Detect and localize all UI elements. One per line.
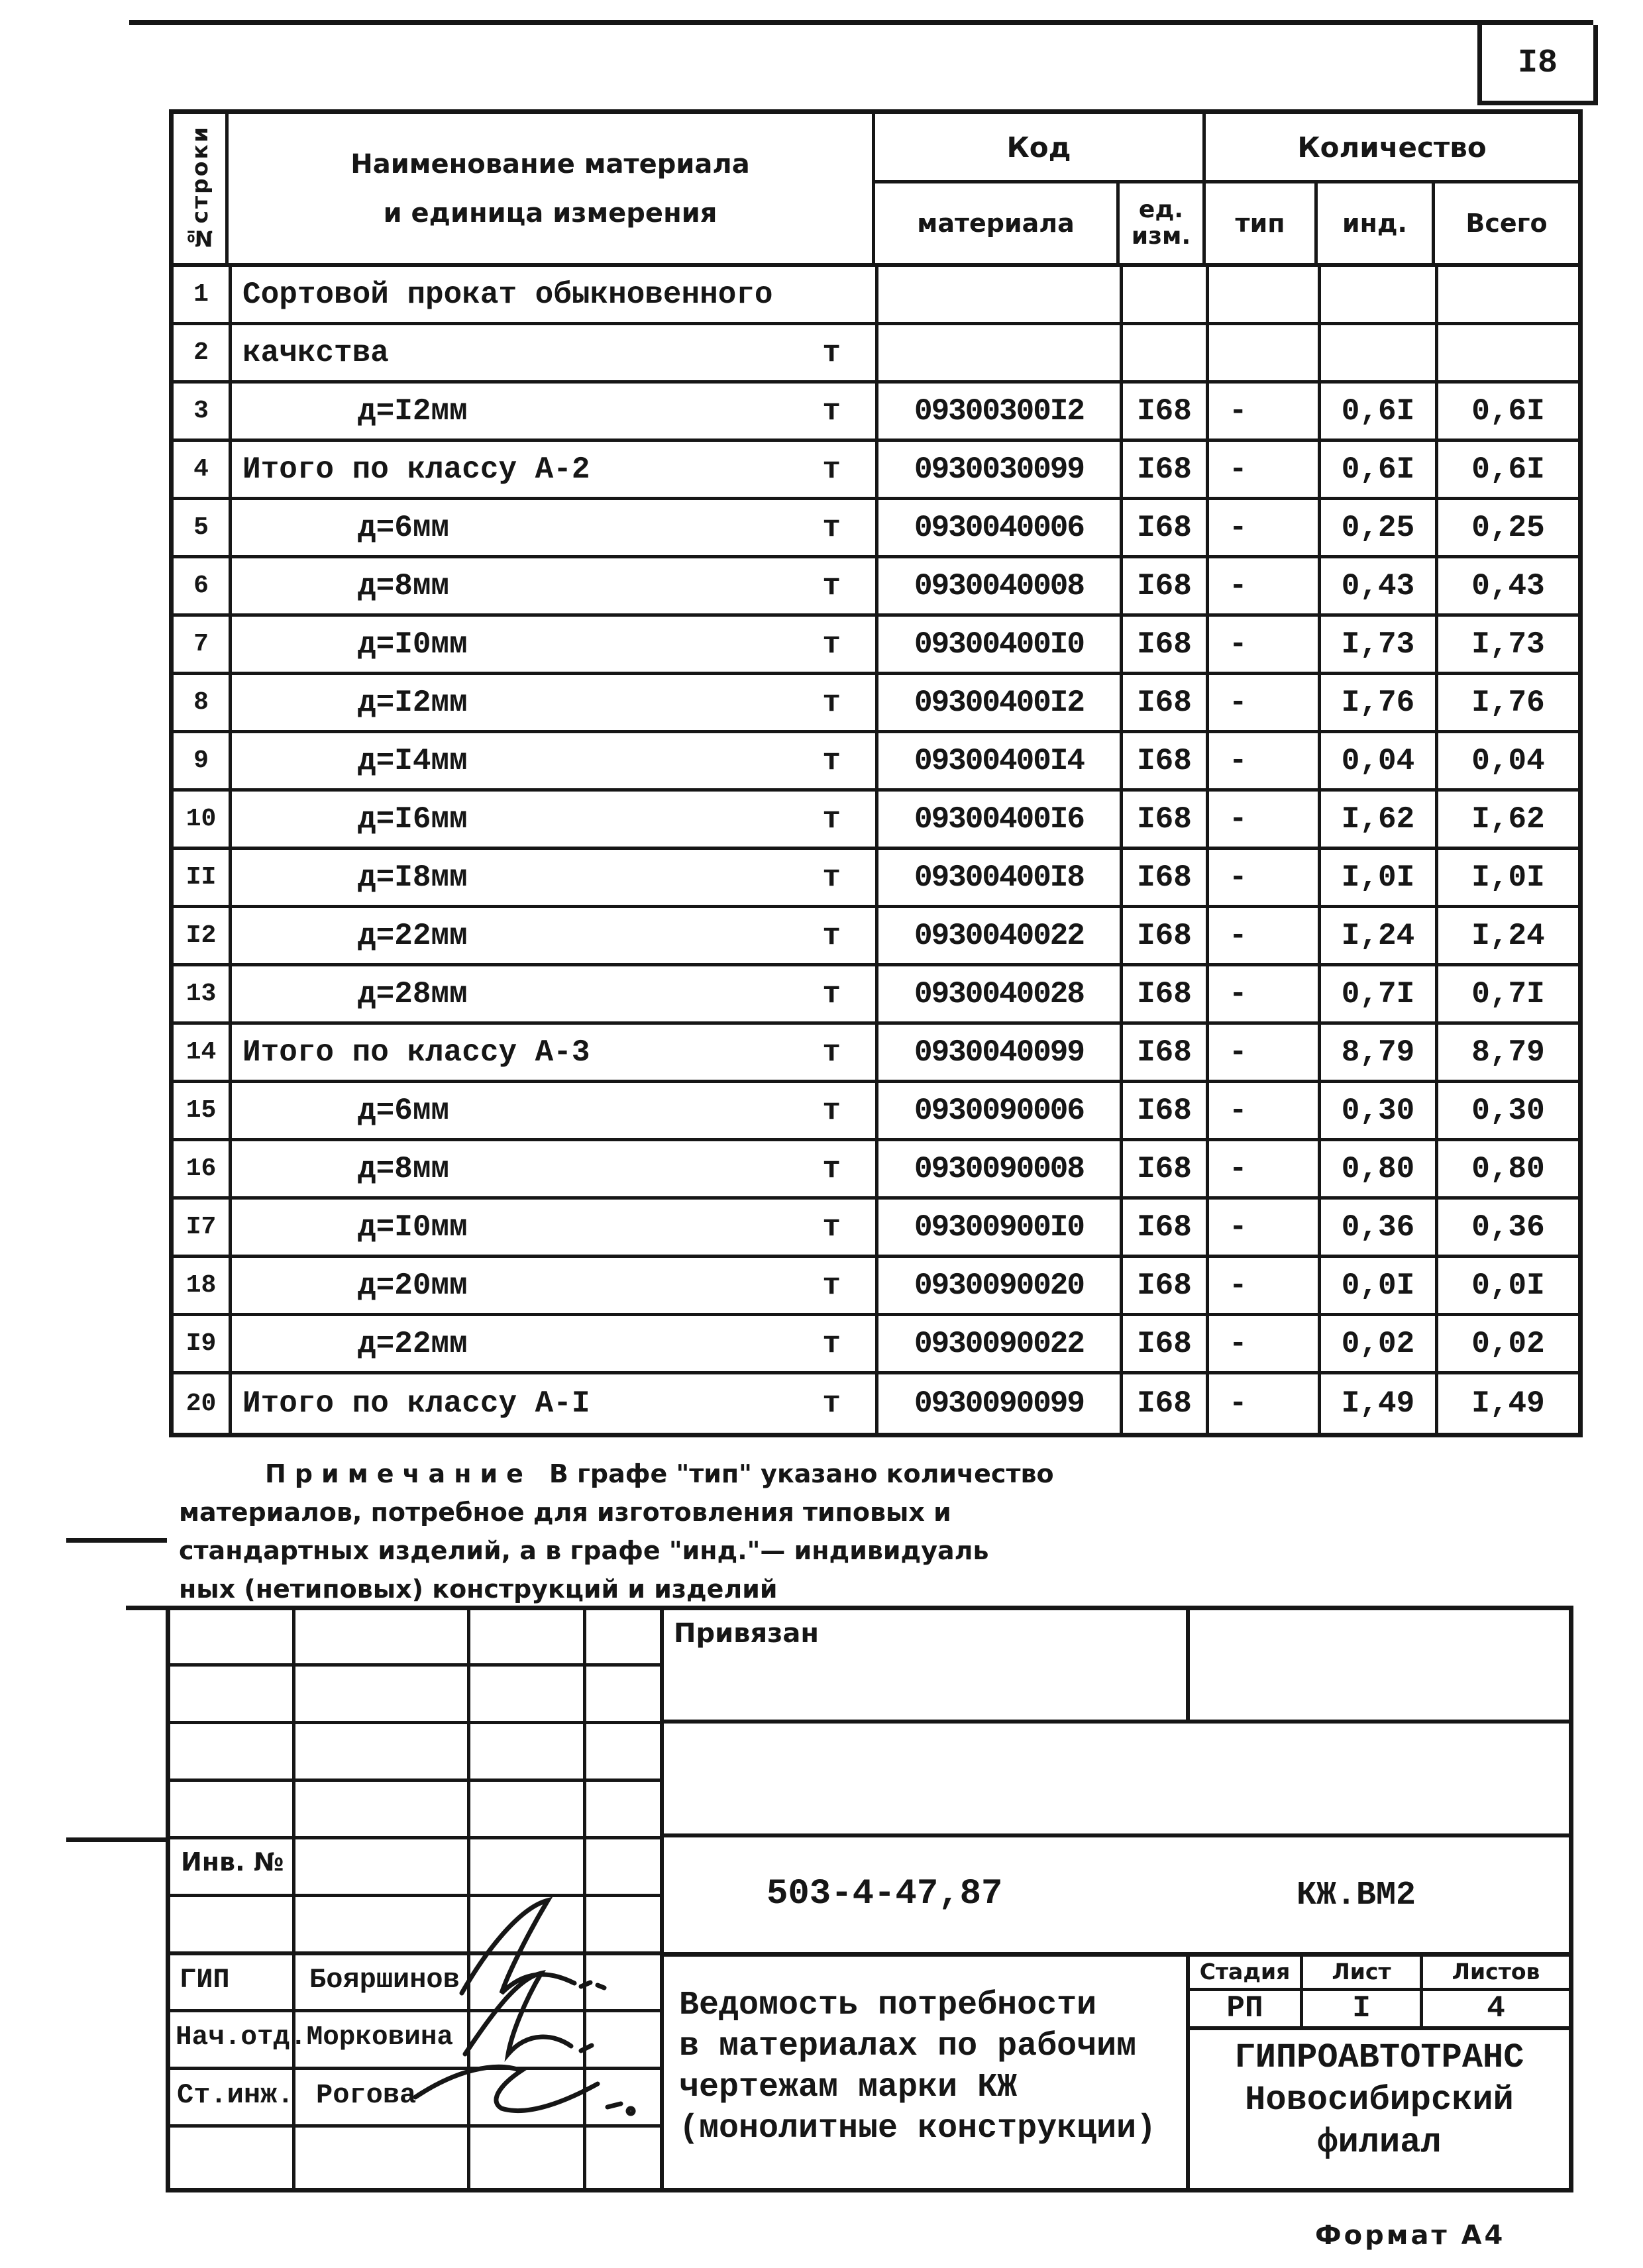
grid-line [1186, 1610, 1190, 1720]
total-quantity [1438, 325, 1578, 380]
table-row [174, 384, 1578, 442]
row-number: 7 [174, 617, 232, 672]
material-name-cell [232, 617, 878, 672]
sheet-header: Лист [1332, 1958, 1391, 1984]
unit-code: I68 [1123, 1025, 1209, 1080]
material-name: д=22мм [358, 918, 468, 953]
individual-quantity: 0,0I [1321, 1258, 1438, 1313]
row-number: II [174, 850, 232, 905]
material-unit: т [822, 393, 841, 429]
type-quantity: - [1209, 1374, 1321, 1433]
unit-code: I68 [1123, 1200, 1209, 1255]
material-unit: т [822, 918, 841, 953]
table-row [174, 1025, 1578, 1083]
row-number: 1 [174, 267, 232, 322]
table-body [174, 267, 1578, 1433]
material-name: Итого по классу А-I [242, 1386, 590, 1421]
unit-code: I68 [1123, 733, 1209, 788]
table-row [174, 966, 1578, 1025]
row-number: 8 [174, 675, 232, 730]
individual-quantity: 0,36 [1321, 1200, 1438, 1255]
total-quantity: 0,02 [1471, 1326, 1545, 1361]
total-quantity: I,24 [1471, 918, 1545, 953]
material-unit: т [822, 1093, 841, 1128]
individual-quantity: 0,43 [1321, 558, 1438, 613]
material-name: д=8мм [358, 1151, 450, 1186]
total-quantity: I,0I [1471, 860, 1545, 895]
table-row [174, 325, 1578, 384]
total-quantity: 0,30 [1471, 1093, 1545, 1128]
code-group-label: Код [875, 114, 1202, 183]
grid-line [170, 1663, 664, 1667]
individual-quantity: I,24 [1321, 908, 1438, 963]
table-row [174, 267, 1578, 325]
material-code [878, 267, 1123, 322]
table-row [174, 558, 1578, 617]
material-name: д=20мм [358, 1268, 468, 1303]
doc-title-line: в материалах по рабочим [679, 2028, 1137, 2065]
row-number: I2 [174, 908, 232, 963]
material-name: д=I0мм [358, 627, 468, 662]
type-quantity [1209, 267, 1321, 322]
signer-role: ГИП [180, 1964, 230, 1996]
material-name: д=8мм [358, 568, 450, 603]
header-code-group [875, 114, 1206, 263]
material-unit: т [822, 510, 841, 545]
material-unit: т [822, 743, 841, 778]
material-unit: т [822, 976, 841, 1011]
unit-code: I68 [1123, 1083, 1209, 1138]
type-quantity: - [1209, 1316, 1321, 1371]
individual-quantity: 0,02 [1321, 1316, 1438, 1371]
signature-scribble [409, 2034, 647, 2134]
material-name-cell [232, 500, 878, 555]
material-unit: т [822, 1035, 841, 1070]
row-number: 6 [174, 558, 232, 613]
material-name: качкства [242, 335, 389, 370]
material-code: 09300400I2 [878, 675, 1123, 730]
total-quantity: I,49 [1471, 1386, 1545, 1421]
table-header [174, 114, 1578, 267]
signer-name: Бояршинов [309, 1964, 460, 1996]
type-quantity: - [1209, 1200, 1321, 1255]
material-code: 09300900I0 [878, 1200, 1123, 1255]
material-unit: т [822, 1386, 841, 1421]
material-unit: т [822, 452, 841, 487]
table-row [174, 1374, 1578, 1433]
material-name-cell [232, 1258, 878, 1313]
material-name-cell [232, 733, 878, 788]
unit-code: I68 [1123, 1258, 1209, 1313]
total-quantity: 0,36 [1471, 1210, 1545, 1245]
note-block [179, 1455, 1212, 1608]
material-name: Итого по классу А-2 [242, 452, 590, 487]
doc-title [679, 1985, 1156, 2149]
table-row [174, 1316, 1578, 1374]
unit-code: I68 [1123, 1316, 1209, 1371]
table-row [174, 617, 1578, 675]
total-quantity: 0,7I [1471, 976, 1545, 1011]
material-name: д=I2мм [358, 393, 468, 429]
material-name: д=22мм [358, 1326, 468, 1361]
attached-label: Привязан [674, 1618, 820, 1649]
individual-quantity [1321, 325, 1438, 380]
individual-quantity: I,73 [1321, 617, 1438, 672]
type-quantity: - [1209, 1083, 1321, 1138]
row-number: 16 [174, 1141, 232, 1196]
doc-mark: КЖ.ВМ2 [1297, 1877, 1416, 1914]
material-name-cell [232, 1025, 878, 1080]
row-number: 4 [174, 442, 232, 497]
individual-quantity: I,0I [1321, 850, 1438, 905]
material-name-cell [232, 966, 878, 1021]
material-name: д=6мм [358, 510, 450, 545]
row-number: 10 [174, 792, 232, 847]
total-quantity: I,76 [1471, 685, 1545, 720]
unit-code: I68 [1123, 500, 1209, 555]
type-quantity: - [1209, 1258, 1321, 1313]
grid-line [170, 1836, 664, 1839]
row-number: 2 [174, 325, 232, 380]
material-unit: т [822, 568, 841, 603]
grid-line [170, 1721, 664, 1724]
table-row [174, 733, 1578, 792]
material-code: 0930090006 [878, 1083, 1123, 1138]
material-code: 0930090099 [878, 1374, 1123, 1433]
unit-code: I68 [1123, 966, 1209, 1021]
unit-code: I68 [1123, 1374, 1209, 1433]
material-code: 09300400I8 [878, 850, 1123, 905]
sheet-value: I [1352, 1991, 1371, 2026]
note-line: Примечание В графе "тип" указано количество [265, 1459, 1054, 1488]
unit-code: I68 [1123, 675, 1209, 730]
table-row [174, 675, 1578, 733]
material-code: 0930090020 [878, 1258, 1123, 1313]
grid-line [660, 1720, 1569, 1724]
unit-code [1123, 267, 1209, 322]
material-code [878, 325, 1123, 380]
material-code: 0930090008 [878, 1141, 1123, 1196]
material-unit: т [822, 1210, 841, 1245]
material-name: д=I2мм [358, 685, 468, 720]
total-quantity: 0,0I [1471, 1268, 1545, 1303]
signer-name: Рогова [316, 2079, 417, 2111]
type-quantity: - [1209, 675, 1321, 730]
individual-quantity: 0,6I [1321, 384, 1438, 438]
material-code: 09300400I4 [878, 733, 1123, 788]
material-code: 0930040099 [878, 1025, 1123, 1080]
note-line: стандартных изделий, а в графе "инд."— индивидуаль [179, 1536, 989, 1565]
material-unit: т [822, 1268, 841, 1303]
row-number: 20 [174, 1374, 232, 1433]
row-number-label: №строки [186, 125, 213, 252]
individual-quantity: 0,6I [1321, 442, 1438, 497]
sheet-number-box [1477, 25, 1598, 105]
title-block [166, 1606, 1573, 2192]
table-row [174, 1083, 1578, 1141]
doc-title-line: чертежам марки КЖ [679, 2069, 1018, 2106]
organization-line: филиал [1317, 2123, 1442, 2162]
material-code: 0930030099 [878, 442, 1123, 497]
top-rule [129, 20, 1593, 25]
stage-value: РП [1226, 1991, 1263, 2026]
type-quantity: - [1209, 850, 1321, 905]
header-material-name: Наименование материала и единица измерения [229, 114, 875, 263]
signer-name: .Морковина [290, 2022, 454, 2053]
sheets-header: Листов [1452, 1958, 1540, 1984]
material-name-cell [232, 1200, 878, 1255]
type-quantity: - [1209, 442, 1321, 497]
total-quantity: 0,04 [1471, 743, 1545, 778]
total-quantity: 0,6I [1471, 393, 1545, 429]
material-code: 09300400I0 [878, 617, 1123, 672]
total-quantity: 0,6I [1471, 452, 1545, 487]
individual-quantity: 0,30 [1321, 1083, 1438, 1138]
organization [1190, 2037, 1569, 2164]
table-row [174, 500, 1578, 558]
material-code: 09300300I2 [878, 384, 1123, 438]
individual-quantity: 0,25 [1321, 500, 1438, 555]
margin-tick [66, 1837, 167, 1842]
grid-line [660, 1833, 1569, 1837]
total-quantity: 0,80 [1471, 1151, 1545, 1186]
material-code: 0930040028 [878, 966, 1123, 1021]
total-quantity: 0,43 [1471, 568, 1545, 603]
header-unit: ед. изм. [1131, 196, 1191, 250]
table-row [174, 1200, 1578, 1258]
row-number: 3 [174, 384, 232, 438]
unit-code: I68 [1123, 442, 1209, 497]
sheets-value: 4 [1487, 1991, 1505, 2026]
material-unit: т [822, 860, 841, 895]
margin-tick [66, 1538, 167, 1543]
unit-code: I68 [1123, 558, 1209, 613]
material-name: д=I0мм [358, 1210, 468, 1245]
header-type: тип [1206, 183, 1318, 263]
total-quantity [1438, 267, 1578, 322]
type-quantity: - [1209, 966, 1321, 1021]
grid-line [170, 1778, 664, 1782]
quantity-group-label: Количество [1206, 114, 1578, 183]
material-name-cell [232, 325, 878, 380]
material-name: Сортовой прокат обыкновенного [242, 277, 773, 312]
material-name-cell [232, 267, 878, 322]
header-total: Всего [1465, 209, 1548, 238]
organization-line: Новосибирский [1245, 2081, 1514, 2120]
material-name-cell [232, 908, 878, 963]
header-individual: инд. [1318, 183, 1435, 263]
material-name-cell [232, 1141, 878, 1196]
material-unit: т [822, 1151, 841, 1186]
type-quantity: - [1209, 617, 1321, 672]
material-name-cell [232, 1083, 878, 1138]
unit-code: I68 [1123, 850, 1209, 905]
material-name: д=6мм [358, 1093, 450, 1128]
table-row [174, 1141, 1578, 1200]
individual-quantity: 8,79 [1321, 1025, 1438, 1080]
organization-line: ГИПРОАВТОТРАНС [1234, 2038, 1524, 2077]
row-number: 18 [174, 1258, 232, 1313]
sheet-number: I8 [1517, 44, 1558, 82]
material-unit: т [822, 335, 841, 370]
material-code: 0930040006 [878, 500, 1123, 555]
type-quantity: - [1209, 558, 1321, 613]
total-quantity: I,62 [1471, 801, 1545, 837]
material-code: 09300400I6 [878, 792, 1123, 847]
material-name-cell [232, 792, 878, 847]
material-code: 0930040022 [878, 908, 1123, 963]
material-name: Итого по классу А-3 [242, 1035, 590, 1070]
row-number: 15 [174, 1083, 232, 1138]
table-row [174, 850, 1578, 908]
header-material-code: материала [875, 183, 1120, 263]
material-name: д=I8мм [358, 860, 468, 895]
individual-quantity: 0,04 [1321, 733, 1438, 788]
individual-quantity: I,49 [1321, 1374, 1438, 1433]
row-number: I9 [174, 1316, 232, 1371]
individual-quantity: 0,80 [1321, 1141, 1438, 1196]
table-row [174, 908, 1578, 966]
signer-role: Нач.отд [176, 2022, 290, 2053]
type-quantity: - [1209, 1141, 1321, 1196]
signer-role: Ст.инж. [177, 2079, 294, 2111]
material-name-cell [232, 384, 878, 438]
material-unit: т [822, 685, 841, 720]
unit-code: I68 [1123, 908, 1209, 963]
material-name-cell [232, 675, 878, 730]
row-number: 9 [174, 733, 232, 788]
individual-quantity: I,62 [1321, 792, 1438, 847]
note-line: ных (нетиповых) конструкций и изделий [179, 1574, 778, 1604]
project-code: 503-4-47,87 [767, 1874, 1003, 1914]
unit-code: I68 [1123, 384, 1209, 438]
material-name-cell [232, 558, 878, 613]
material-name: д=I6мм [358, 801, 468, 837]
material-name: д=I4мм [358, 743, 468, 778]
table-row [174, 442, 1578, 500]
header-row-number [174, 114, 229, 263]
type-quantity: - [1209, 908, 1321, 963]
material-unit: т [822, 627, 841, 662]
type-quantity: - [1209, 733, 1321, 788]
note-label: Примечание [265, 1459, 532, 1488]
material-name-cell [232, 442, 878, 497]
table-row [174, 792, 1578, 850]
total-quantity: 8,79 [1471, 1035, 1545, 1070]
row-number: 5 [174, 500, 232, 555]
inventory-number-label: Инв. № [181, 1847, 284, 1877]
type-quantity [1209, 325, 1321, 380]
material-name: д=28мм [358, 976, 468, 1011]
type-quantity: - [1209, 1025, 1321, 1080]
doc-title-line: (монолитные конструкции) [679, 2110, 1157, 2147]
stage-header: Стадия [1199, 1958, 1291, 1984]
type-quantity: - [1209, 500, 1321, 555]
row-number: I7 [174, 1200, 232, 1255]
materials-table [169, 109, 1583, 1437]
material-code: 0930040008 [878, 558, 1123, 613]
individual-quantity: I,76 [1321, 675, 1438, 730]
grid-line [1186, 2026, 1569, 2030]
row-number: 13 [174, 966, 232, 1021]
grid-line [660, 1610, 664, 2188]
type-quantity: - [1209, 792, 1321, 847]
material-name-cell [232, 850, 878, 905]
unit-code: I68 [1123, 617, 1209, 672]
material-unit: т [822, 1326, 841, 1361]
unit-code: I68 [1123, 792, 1209, 847]
format-note: Формат А4 [1315, 2220, 1506, 2251]
doc-title-line: Ведомость потребности [679, 1986, 1097, 2024]
table-row [174, 1258, 1578, 1316]
individual-quantity: 0,7I [1321, 966, 1438, 1021]
material-unit: т [822, 801, 841, 837]
individual-quantity [1321, 267, 1438, 322]
header-quantity-group [1206, 114, 1578, 263]
note-line: материалов, потребное для изготовления типовых и [179, 1498, 951, 1527]
total-quantity: 0,25 [1471, 510, 1545, 545]
total-quantity: I,73 [1471, 627, 1545, 662]
unit-code: I68 [1123, 1141, 1209, 1196]
type-quantity: - [1209, 384, 1321, 438]
material-name-cell [232, 1316, 878, 1371]
material-name-cell [232, 1374, 878, 1433]
row-number: 14 [174, 1025, 232, 1080]
unit-code [1123, 325, 1209, 380]
material-code: 0930090022 [878, 1316, 1123, 1371]
